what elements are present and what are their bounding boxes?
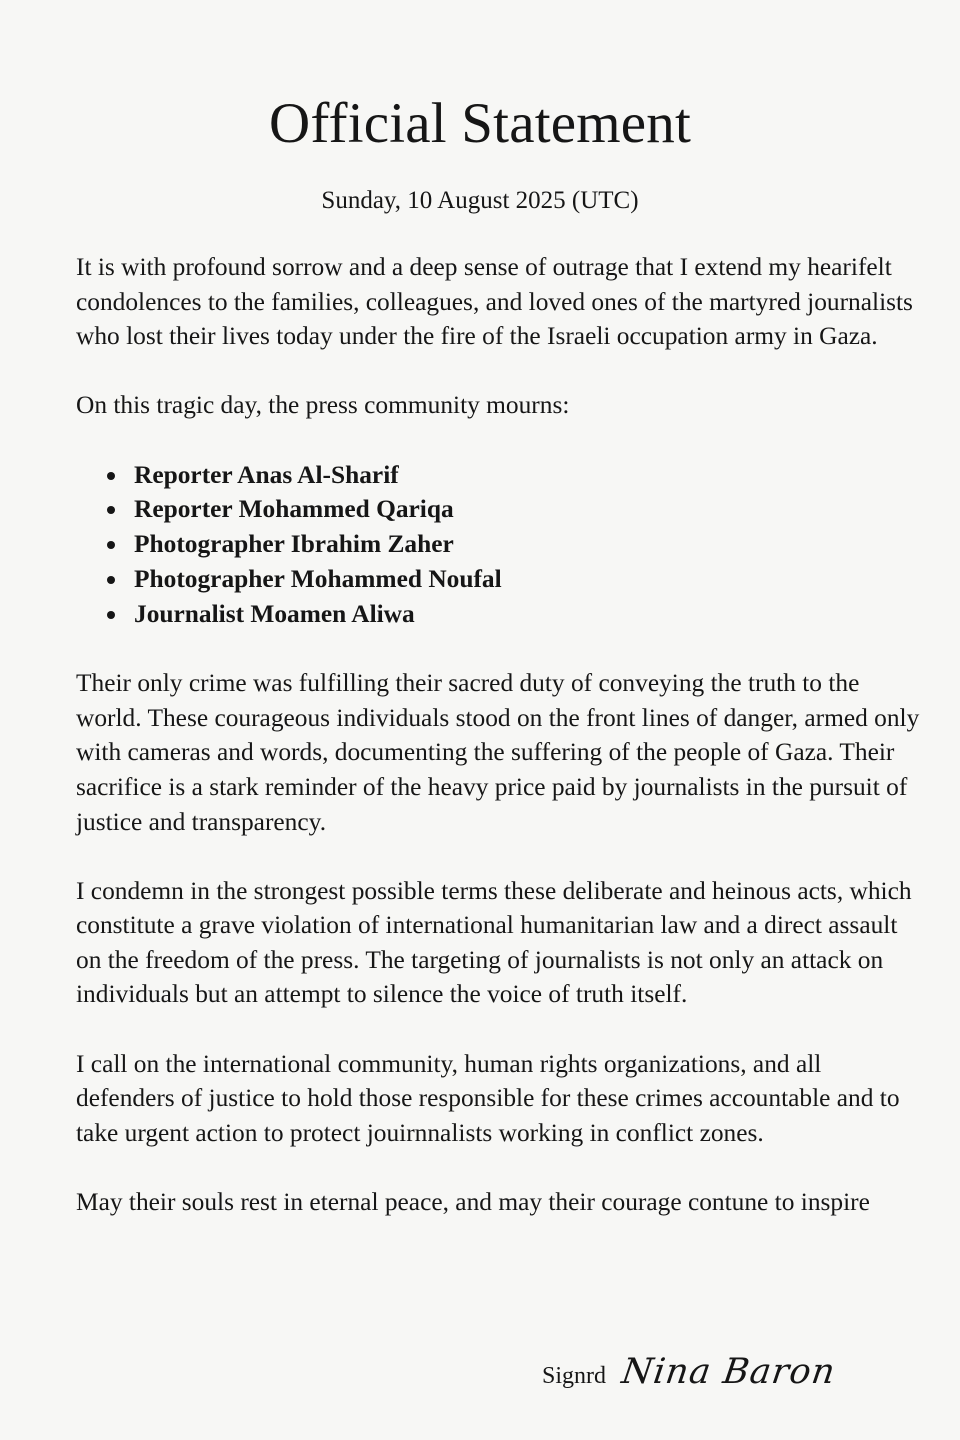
signed-label: Signrd (542, 1363, 607, 1389)
paragraph-closing: May their souls rest in eternal peace, and may their courage contune to inspire (76, 1188, 870, 1217)
journalist-name: Reporter Anas Al-Sharif (134, 460, 399, 489)
journalist-name: Photographer Ibrahim Zaher (134, 530, 454, 559)
bullet-icon (107, 472, 115, 480)
list-item (76, 562, 926, 597)
paragraph-duty: Their only crime was fulfilling their sacred duty of conveying the truth to the world. These courageous individuals stood on the front lines of danger, armed only with cameras and words, documenting the suffering of the people of Gaza. Their sacrifice is a stark reminder of the heavy price paid by journalists in the pursuit of justice and transparency. (76, 669, 920, 836)
page-title: Official Statement (269, 92, 691, 155)
list-item (76, 597, 926, 632)
signature-name: Nina Baron (619, 1352, 839, 1392)
journalist-name: Photographer Mohammed Noufal (134, 564, 502, 593)
statement-date: Sunday, 10 August 2025 (UTC) (321, 187, 639, 214)
list-item (76, 492, 926, 527)
bullet-icon (107, 506, 115, 514)
list-item (76, 527, 926, 562)
signature-block (542, 1352, 839, 1412)
bullet-icon (107, 541, 115, 549)
bullet-icon (107, 611, 115, 619)
paragraph-call: I call on the international community, human rights organizations, and all defenders of justice to hold those responsible for these crimes accountable and to take urgent action to protect jouirnnalists working in conflict zones. (76, 1049, 900, 1147)
list-item (76, 458, 926, 493)
statement-body (76, 250, 926, 1220)
journalist-name: Journalist Moamen Aliwa (134, 599, 415, 628)
mourned-journalists-list (76, 458, 926, 632)
bullet-icon (107, 576, 115, 584)
paragraph-mourns: On this tragic day, the press community mourns: (76, 391, 570, 420)
journalist-name: Reporter Mohammed Qariqa (134, 495, 454, 524)
paragraph-condemn: I condemn in the strongest possible terms these deliberate and heinous acts, which constitute a grave violation of international humanitarian law and a direct assault on the freedom of the press. The targeting of journalists is not only an attack on individuals but an attempt to silence the voice of truth itself. (76, 876, 912, 1009)
paragraph-intro: It is with profound sorrow and a deep sense of outrage that I extend my hearifelt condolences to the families, colleagues, and loved ones of the martyred journalists who lost their lives today under the fire of the Israeli occupation army in Gaza. (76, 253, 913, 351)
